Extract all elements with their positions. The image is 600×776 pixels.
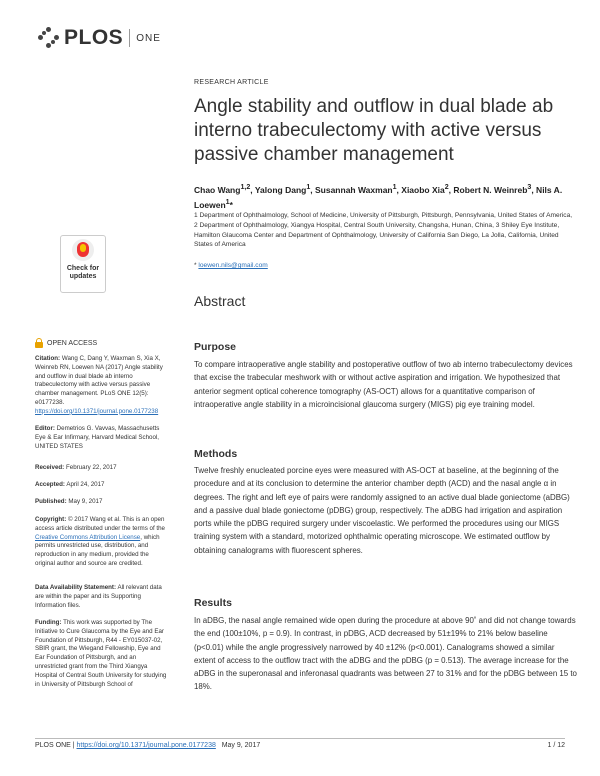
footer-doi-link[interactable]: https://doi.org/10.1371/journal.pone.0177238 [76, 742, 216, 749]
corresponding-email: * loewen.nils@gmail.com [194, 262, 268, 269]
open-lock-icon [35, 338, 43, 348]
methods-text: Twelve freshly enucleated porcine eyes were measured with AS-OCT at baseline, at the beginning of the procedure and at its conclusion to determine the anterior chamber depth (ACD) and the nasal angle α in degrees. The right and left eye of pairs were randomly assigned to an active dual blade goniectome (aDBG) and a passive dual blade goniectome (pDBG) group, respectively. The aDBG had irrigation and aspiration ports while the pDBG required surgery under viscoelastic. We performed the procedures using our MIGS training system with a standard, motorized ophthalmic operating microscope. We estimated outflow by obtaining canalograms with fluorescent spheres. [194, 466, 570, 555]
article-title: Angle stability and outflow in dual blade ab interno trabeculectomy with active versus passive chamber management [194, 96, 554, 165]
email-link[interactable]: loewen.nils@gmail.com [198, 262, 268, 269]
plos-dots-icon [38, 27, 60, 49]
affiliations: 1 Department of Ophthalmology, School of Medicine, University of Pittsburgh, Pittsburgh, Pennsylvania, United States of America, 2 Department of Ophthalmology, Xiangya Hospital, Central South University, Changsha, Hunan, China, 3 Shiley Eye Institute, Hamilton Glaucoma Center and Department of Ophthalmology, University of California San Diego, La Jolla, California, United States of America [194, 212, 573, 249]
editor-block: Editor: Demetrios G. Vavvas, Massachusetts Eye & Ear Infirmary, Harvard Medical School, UNITED STATES [35, 425, 160, 450]
results-text: In aDBG, the nasal angle remained wide open during the procedure at above 90˚ and did not change towards the end (100±10%, p = 0.9). In contrast, in pDBG, ACD decreased by 51±19% to 21% below baseline (p<0.01) while the angle progressively narrowed by 40 ±12% (p<0.001). Canalograms showed a similar extent of access to the outflow tract with the aDBG and the pDBG (p = 0.513). The average increase for the aDBG in the superonasal and inferonasal quadrants was between 27 to 31% and for the pDBG between 15 to 18%. [194, 616, 577, 692]
copyright-block: Copyright: © 2017 Wang et al. This is an open access article distributed under the terms of the Creative Commons Attribution License, which permits unrestricted use, distribution, and reproduction in any medium, provided the original author and source are credited. [35, 516, 166, 567]
methods-heading: Methods [194, 448, 238, 460]
check-updates-icon [72, 239, 94, 261]
funding-block: Funding: This work was supported by The Initiative to Cure Glaucoma by the Eye and Ear Foundation of Pittsburgh, R44 - EY015037-02, SBIR grant, the Wiegand Fellowship, Eye and Ear Foundation of Pittsburgh, and an unrestricted grant from the Third Xiangya Hospital of Central South University for studying in University of Pittsburgh School of [35, 619, 167, 688]
footer-divider [35, 738, 565, 739]
page-number: 1 / 12 [547, 742, 565, 749]
check-for-updates-badge[interactable]: Check for updates [60, 235, 106, 293]
accepted-date: Accepted: April 24, 2017 [35, 481, 105, 488]
citation-doi-link[interactable]: https://doi.org/10.1371/journal.pone.0177238 [35, 407, 159, 415]
purpose-heading: Purpose [194, 341, 237, 353]
authors: Chao Wang$^{1,2}$, Yalong Dang$^1$, Susannah Waxman$^1$, Xiaobo Xia$^2$, Robert N. Weinreb$^3$, Nils A. Loewen$^1$* [194, 183, 563, 210]
published-date: Published: May 9, 2017 [35, 498, 103, 505]
purpose-text: To compare intraoperative angle stability and postoperative outflow of two ab interno trabeculectomy devices that excise the trabecular meshwork with or without active aspiration and irrigation. We hypothesized that anterior segment optical coherence tomography (AS-OCT) allows for a quantitative comparison of intraoperative angle stability in a microincisional glaucoma surgery (MIGS) pig eye training model. [194, 360, 573, 409]
brand-sub: ONE [136, 32, 161, 44]
results-heading: Results [194, 597, 232, 609]
citation-block: Citation: Wang C, Dang Y, Waxman S, Xia X, Weinreb RN, Loewen NA (2017) Angle stability and outflow in dual blade ab interno trabeculectomy with active versus passive chamber management. PLoS ONE 12(5): e0177238. https://doi.org/10.1371/journal.pone.0177238 [35, 355, 163, 415]
open-access-label: OPEN ACCESS [35, 338, 97, 348]
plos-one-logo [38, 26, 161, 50]
page-footer: PLOS ONE | https://doi.org/10.1371/journal.pone.0177238 May 9, 2017 [35, 742, 261, 749]
data-availability-block: Data Availability Statement: All relevant data are within the paper and its Supporting Information files. [35, 584, 162, 609]
abstract-heading: Abstract [194, 293, 246, 309]
brand-name: PLOS [64, 26, 124, 49]
received-date: Received: February 22, 2017 [35, 464, 117, 471]
license-link[interactable]: Creative Commons Attribution License [35, 533, 141, 541]
article-type: RESEARCH ARTICLE [194, 79, 269, 86]
